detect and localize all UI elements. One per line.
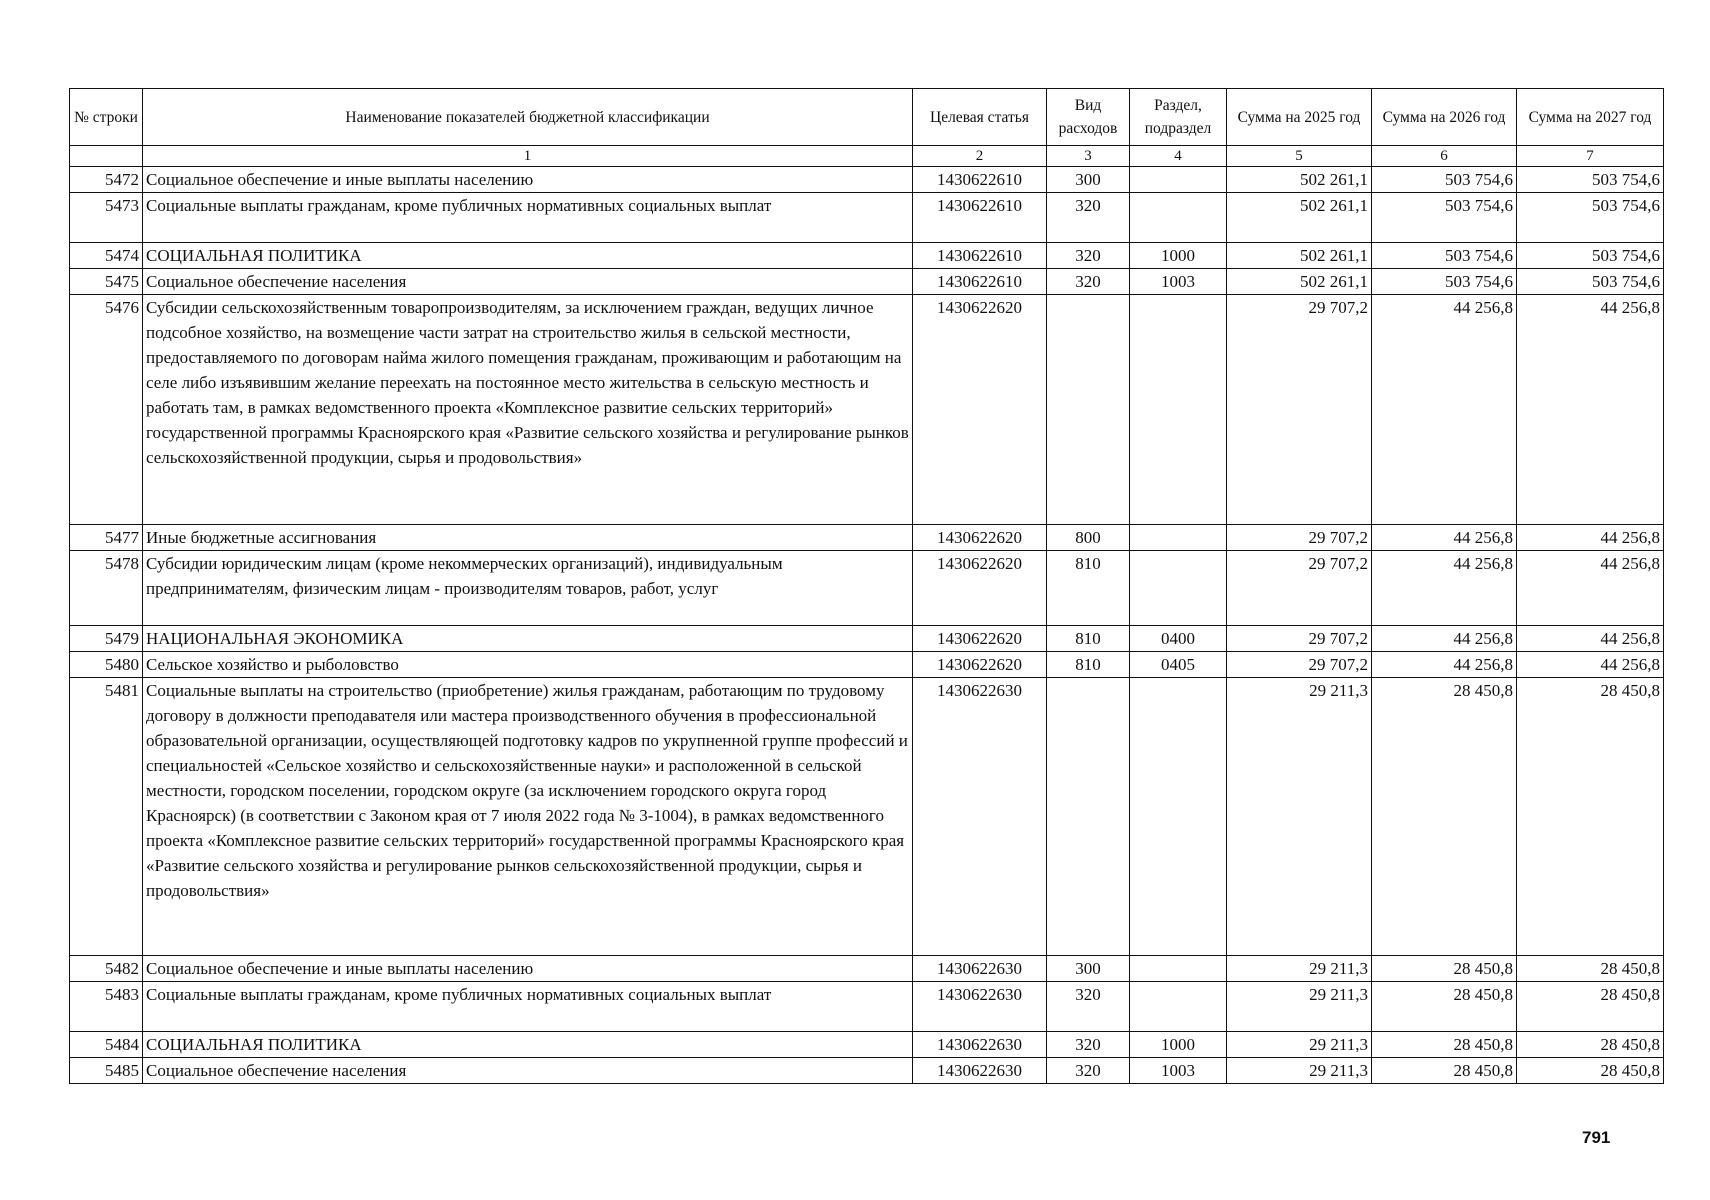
column-number-row [70, 146, 1664, 167]
row-section [1130, 167, 1227, 193]
row-target: 1430622630 [913, 956, 1047, 982]
row-sum-2025: 29 211,3 [1227, 1058, 1372, 1084]
row-number: 5475 [70, 269, 143, 295]
row-number: 5473 [70, 193, 143, 243]
row-sum-2025: 502 261,1 [1227, 193, 1372, 243]
row-section [1130, 982, 1227, 1032]
row-section: 1000 [1130, 1032, 1227, 1058]
row-section [1130, 295, 1227, 525]
row-number: 5477 [70, 525, 143, 551]
header-name: Наименование показателей бюджетной классификации [143, 89, 913, 146]
row-target: 1430622610 [913, 193, 1047, 243]
row-sum-2027: 28 450,8 [1517, 1032, 1664, 1058]
row-section [1130, 678, 1227, 956]
row-number: 5479 [70, 626, 143, 652]
row-target: 1430622610 [913, 269, 1047, 295]
row-expense-type: 300 [1047, 167, 1130, 193]
row-target: 1430622620 [913, 525, 1047, 551]
table-row [70, 525, 1664, 551]
row-number: 5482 [70, 956, 143, 982]
table-row [70, 1032, 1664, 1058]
row-target: 1430622630 [913, 982, 1047, 1032]
header-row [70, 89, 1664, 146]
row-sum-2025: 29 707,2 [1227, 626, 1372, 652]
table-row [70, 982, 1664, 1032]
row-section: 0400 [1130, 626, 1227, 652]
header-section: Раздел, подраздел [1130, 89, 1227, 146]
row-target: 1430622610 [913, 243, 1047, 269]
row-sum-2027: 28 450,8 [1517, 956, 1664, 982]
column-number: 3 [1047, 146, 1130, 167]
row-target: 1430622610 [913, 167, 1047, 193]
table-row [70, 956, 1664, 982]
row-sum-2026: 28 450,8 [1372, 956, 1517, 982]
table-row [70, 295, 1664, 525]
table-row [70, 678, 1664, 956]
row-sum-2027: 503 754,6 [1517, 193, 1664, 243]
row-sum-2025: 29 707,2 [1227, 525, 1372, 551]
row-sum-2025: 29 707,2 [1227, 295, 1372, 525]
column-number: 6 [1372, 146, 1517, 167]
row-section: 0405 [1130, 652, 1227, 678]
row-sum-2026: 503 754,6 [1372, 269, 1517, 295]
row-target: 1430622620 [913, 652, 1047, 678]
row-expense-type: 320 [1047, 1058, 1130, 1084]
row-name: Социальные выплаты на строительство (приобретение) жилья гражданам, работающим по трудовому договору в должности преподавателя или мастера производственного обучения в профессиональной образовательной организации, осуществляющей подготовку кадров по укрупненной группе профессий и специальностей «Сельское хозяйство и сельскохозяйственные науки» и расположенной в сельской местности, городском поселении, городском округе (за исключением городского округа город Красноярск) (в соответствии с Законом края от 7 июля 2022 года № 3-1004), в рамках ведомственного проекта «Комплексное развитие сельских территорий» государственной программы Красноярского края «Развитие сельского хозяйства и регулирование рынков сельскохозяйственной продукции, сырья и продовольствия» [143, 678, 913, 956]
row-target: 1430622630 [913, 678, 1047, 956]
row-name: СОЦИАЛЬНАЯ ПОЛИТИКА [143, 243, 913, 269]
row-sum-2026: 28 450,8 [1372, 982, 1517, 1032]
row-target: 1430622620 [913, 626, 1047, 652]
row-number: 5483 [70, 982, 143, 1032]
header-target: Целевая статья [913, 89, 1047, 146]
table-row [70, 193, 1664, 243]
table-row [70, 1058, 1664, 1084]
row-sum-2027: 44 256,8 [1517, 652, 1664, 678]
row-name: Социальные выплаты гражданам, кроме публичных нормативных социальных выплат [143, 982, 913, 1032]
row-expense-type: 810 [1047, 652, 1130, 678]
row-target: 1430622620 [913, 551, 1047, 626]
row-sum-2027: 503 754,6 [1517, 167, 1664, 193]
row-sum-2025: 29 211,3 [1227, 1032, 1372, 1058]
row-sum-2027: 28 450,8 [1517, 982, 1664, 1032]
row-section: 1003 [1130, 269, 1227, 295]
header-expense-type: Вид расходов [1047, 89, 1130, 146]
row-sum-2027: 28 450,8 [1517, 678, 1664, 956]
row-sum-2026: 28 450,8 [1372, 678, 1517, 956]
row-sum-2025: 502 261,1 [1227, 269, 1372, 295]
row-name: Социальное обеспечение населения [143, 1058, 913, 1084]
row-number: 5484 [70, 1032, 143, 1058]
row-sum-2026: 44 256,8 [1372, 626, 1517, 652]
row-sum-2026: 44 256,8 [1372, 295, 1517, 525]
row-number: 5485 [70, 1058, 143, 1084]
column-number: 7 [1517, 146, 1664, 167]
row-name: Социальное обеспечение населения [143, 269, 913, 295]
table-row [70, 243, 1664, 269]
header-sum-2026: Сумма на 2026 год [1372, 89, 1517, 146]
row-name: Социальное обеспечение и иные выплаты населению [143, 956, 913, 982]
row-sum-2027: 44 256,8 [1517, 295, 1664, 525]
row-number: 5478 [70, 551, 143, 626]
table-row [70, 652, 1664, 678]
row-expense-type: 320 [1047, 243, 1130, 269]
row-name: Сельское хозяйство и рыболовство [143, 652, 913, 678]
row-section: 1000 [1130, 243, 1227, 269]
row-sum-2025: 29 707,2 [1227, 652, 1372, 678]
table-row [70, 269, 1664, 295]
row-section [1130, 551, 1227, 626]
header-row-no: № строки [70, 89, 143, 146]
row-name: НАЦИОНАЛЬНАЯ ЭКОНОМИКА [143, 626, 913, 652]
row-section [1130, 956, 1227, 982]
row-sum-2026: 503 754,6 [1372, 243, 1517, 269]
row-expense-type: 320 [1047, 193, 1130, 243]
row-expense-type [1047, 295, 1130, 525]
row-number: 5472 [70, 167, 143, 193]
column-number: 5 [1227, 146, 1372, 167]
row-sum-2027: 44 256,8 [1517, 551, 1664, 626]
row-sum-2026: 503 754,6 [1372, 193, 1517, 243]
row-sum-2027: 44 256,8 [1517, 626, 1664, 652]
row-sum-2027: 44 256,8 [1517, 525, 1664, 551]
row-target: 1430622630 [913, 1058, 1047, 1084]
row-expense-type: 320 [1047, 1032, 1130, 1058]
row-section: 1003 [1130, 1058, 1227, 1084]
table-row [70, 551, 1664, 626]
row-sum-2026: 503 754,6 [1372, 167, 1517, 193]
row-expense-type: 800 [1047, 525, 1130, 551]
row-name: Иные бюджетные ассигнования [143, 525, 913, 551]
row-sum-2026: 28 450,8 [1372, 1058, 1517, 1084]
table-row [70, 626, 1664, 652]
row-sum-2026: 44 256,8 [1372, 525, 1517, 551]
column-number: 2 [913, 146, 1047, 167]
row-expense-type: 300 [1047, 956, 1130, 982]
row-sum-2025: 502 261,1 [1227, 167, 1372, 193]
row-number: 5480 [70, 652, 143, 678]
budget-table [69, 88, 1664, 1084]
row-sum-2025: 29 707,2 [1227, 551, 1372, 626]
row-name: Социальные выплаты гражданам, кроме публичных нормативных социальных выплат [143, 193, 913, 243]
page-number: 791 [1582, 1128, 1611, 1147]
row-sum-2026: 44 256,8 [1372, 551, 1517, 626]
column-number: 1 [143, 146, 913, 167]
row-sum-2027: 503 754,6 [1517, 243, 1664, 269]
row-expense-type: 810 [1047, 551, 1130, 626]
row-expense-type: 810 [1047, 626, 1130, 652]
row-sum-2025: 502 261,1 [1227, 243, 1372, 269]
row-sum-2027: 28 450,8 [1517, 1058, 1664, 1084]
row-expense-type [1047, 678, 1130, 956]
row-expense-type: 320 [1047, 269, 1130, 295]
header-sum-2025: Сумма на 2025 год [1227, 89, 1372, 146]
header-sum-2027: Сумма на 2027 год [1517, 89, 1664, 146]
row-sum-2026: 28 450,8 [1372, 1032, 1517, 1058]
row-sum-2025: 29 211,3 [1227, 982, 1372, 1032]
row-sum-2027: 503 754,6 [1517, 269, 1664, 295]
row-name: Социальное обеспечение и иные выплаты населению [143, 167, 913, 193]
row-expense-type: 320 [1047, 982, 1130, 1032]
row-sum-2026: 44 256,8 [1372, 652, 1517, 678]
column-number [70, 146, 143, 167]
row-target: 1430622620 [913, 295, 1047, 525]
table-row [70, 167, 1664, 193]
row-number: 5481 [70, 678, 143, 956]
row-number: 5476 [70, 295, 143, 525]
row-section [1130, 525, 1227, 551]
row-number: 5474 [70, 243, 143, 269]
row-section [1130, 193, 1227, 243]
row-sum-2025: 29 211,3 [1227, 956, 1372, 982]
row-name: Субсидии сельскохозяйственным товаропроизводителям, за исключением граждан, ведущих личное подсобное хозяйство, на возмещение части затрат на строительство жилья в сельской местности, предоставляемого по договорам найма жилого помещения гражданам, проживающим и работающим на селе либо изъявившим желание переехать на постоянное место жительства в сельскую местность и работать там, в рамках ведомственного проекта «Комплексное развитие сельских территорий» государственной программы Красноярского края «Развитие сельского хозяйства и регулирование рынков сельскохозяйственной продукции, сырья и продовольствия» [143, 295, 913, 525]
row-name: СОЦИАЛЬНАЯ ПОЛИТИКА [143, 1032, 913, 1058]
row-target: 1430622630 [913, 1032, 1047, 1058]
row-name: Субсидии юридическим лицам (кроме некоммерческих организаций), индивидуальным предпринимателям, физическим лицам - производителям товаров, работ, услуг [143, 551, 913, 626]
column-number: 4 [1130, 146, 1227, 167]
row-sum-2025: 29 211,3 [1227, 678, 1372, 956]
